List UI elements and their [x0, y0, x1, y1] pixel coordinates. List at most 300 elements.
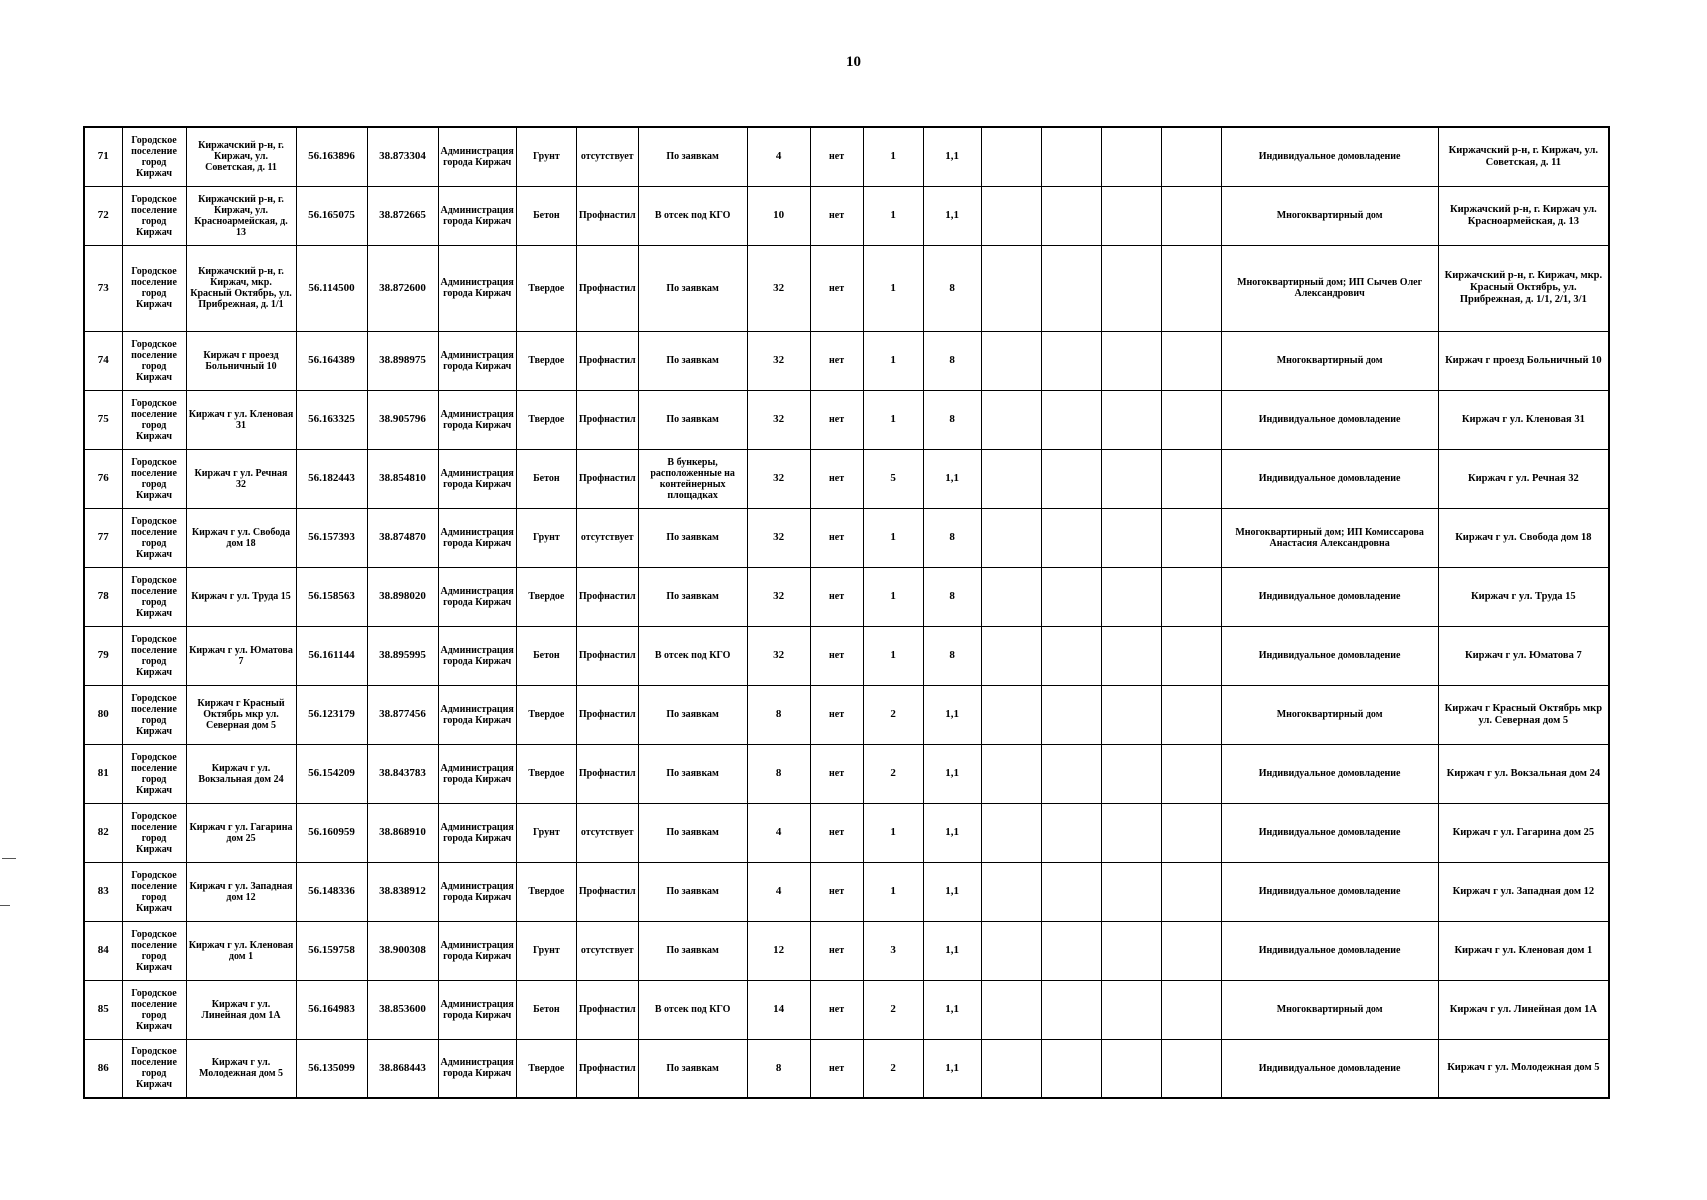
longitude-cell: 38.868910: [367, 803, 438, 862]
shed-cell: нет: [810, 626, 863, 685]
container-count-cell: 5: [863, 449, 923, 508]
table-row: [84, 186, 1609, 245]
storage-method-cell: В отсек под КГО: [638, 186, 747, 245]
row-number: 85: [84, 980, 122, 1039]
area-cell: 14: [747, 980, 810, 1039]
longitude-cell: 38.843783: [367, 744, 438, 803]
empty-cell: [1041, 186, 1101, 245]
location-cell: Киржач г ул. Кленовая 31: [186, 390, 296, 449]
row-number: 78: [84, 567, 122, 626]
waste-source-cell: Многоквартирный дом: [1221, 186, 1438, 245]
settlement-cell: Городское поселение город Киржач: [122, 127, 186, 186]
empty-cell: [1101, 1039, 1161, 1098]
empty-cell: [981, 980, 1041, 1039]
location-cell: Киржач г ул. Кленовая дом 1: [186, 921, 296, 980]
storage-method-cell: По заявкам: [638, 685, 747, 744]
longitude-cell: 38.868443: [367, 1039, 438, 1098]
container-volume-cell: 1,1: [923, 744, 981, 803]
fence-cell: Профнастил: [576, 685, 638, 744]
storage-method-cell: По заявкам: [638, 744, 747, 803]
empty-cell: [1161, 449, 1221, 508]
empty-cell: [1161, 186, 1221, 245]
location-cell: Киржач г Красный Октябрь мкр ул. Северная дом 5: [186, 685, 296, 744]
empty-cell: [981, 331, 1041, 390]
empty-cell: [1041, 331, 1101, 390]
fence-cell: отсутствует: [576, 921, 638, 980]
served-address-cell: Киржачский р-н, г. Киржач ул. Красноармейская, д. 13: [1438, 186, 1609, 245]
location-cell: Киржач г проезд Больничный 10: [186, 331, 296, 390]
latitude-cell: 56.148336: [296, 862, 367, 921]
settlement-cell: Городское поселение город Киржач: [122, 921, 186, 980]
settlement-cell: Городское поселение город Киржач: [122, 685, 186, 744]
empty-cell: [1041, 744, 1101, 803]
container-sites-table: [83, 126, 1610, 1099]
row-number: 74: [84, 331, 122, 390]
table-row: [84, 980, 1609, 1039]
surface-cell: Твердое: [516, 1039, 576, 1098]
shed-cell: нет: [810, 803, 863, 862]
settlement-cell: Городское поселение город Киржач: [122, 626, 186, 685]
empty-cell: [1101, 390, 1161, 449]
empty-cell: [1161, 1039, 1221, 1098]
latitude-cell: 56.182443: [296, 449, 367, 508]
row-number: 81: [84, 744, 122, 803]
longitude-cell: 38.872665: [367, 186, 438, 245]
settlement-cell: Городское поселение город Киржач: [122, 186, 186, 245]
fence-cell: отсутствует: [576, 127, 638, 186]
area-cell: 12: [747, 921, 810, 980]
longitude-cell: 38.900308: [367, 921, 438, 980]
fence-cell: Профнастил: [576, 245, 638, 331]
container-volume-cell: 1,1: [923, 1039, 981, 1098]
empty-cell: [1161, 803, 1221, 862]
empty-cell: [1101, 803, 1161, 862]
container-count-cell: 1: [863, 331, 923, 390]
settlement-cell: Городское поселение город Киржач: [122, 331, 186, 390]
storage-method-cell: По заявкам: [638, 1039, 747, 1098]
area-cell: 8: [747, 744, 810, 803]
waste-source-cell: Индивидуальное домовладение: [1221, 626, 1438, 685]
owner-cell: Администрация города Киржач: [438, 626, 516, 685]
latitude-cell: 56.161144: [296, 626, 367, 685]
area-cell: 4: [747, 127, 810, 186]
waste-source-cell: Индивидуальное домовладение: [1221, 449, 1438, 508]
container-count-cell: 1: [863, 390, 923, 449]
fence-cell: Профнастил: [576, 567, 638, 626]
owner-cell: Администрация города Киржач: [438, 744, 516, 803]
empty-cell: [1101, 626, 1161, 685]
container-volume-cell: 1,1: [923, 803, 981, 862]
fence-cell: Профнастил: [576, 449, 638, 508]
owner-cell: Администрация города Киржач: [438, 980, 516, 1039]
location-cell: Киржач г ул. Свобода дом 18: [186, 508, 296, 567]
table-row: [84, 685, 1609, 744]
container-volume-cell: 1,1: [923, 921, 981, 980]
shed-cell: нет: [810, 508, 863, 567]
owner-cell: Администрация города Киржач: [438, 685, 516, 744]
container-volume-cell: 1,1: [923, 862, 981, 921]
waste-source-cell: Многоквартирный дом: [1221, 685, 1438, 744]
empty-cell: [981, 186, 1041, 245]
storage-method-cell: По заявкам: [638, 508, 747, 567]
empty-cell: [981, 127, 1041, 186]
empty-cell: [1041, 803, 1101, 862]
surface-cell: Грунт: [516, 508, 576, 567]
empty-cell: [981, 921, 1041, 980]
shed-cell: нет: [810, 744, 863, 803]
location-cell: Киржач г ул. Западная дом 12: [186, 862, 296, 921]
owner-cell: Администрация города Киржач: [438, 567, 516, 626]
empty-cell: [1101, 245, 1161, 331]
scan-artifact: [2, 858, 16, 859]
served-address-cell: Киржач г ул. Свобода дом 18: [1438, 508, 1609, 567]
fence-cell: Профнастил: [576, 1039, 638, 1098]
empty-cell: [1161, 685, 1221, 744]
owner-cell: Администрация города Киржач: [438, 803, 516, 862]
latitude-cell: 56.159758: [296, 921, 367, 980]
storage-method-cell: В отсек под КГО: [638, 980, 747, 1039]
shed-cell: нет: [810, 390, 863, 449]
storage-method-cell: По заявкам: [638, 127, 747, 186]
container-count-cell: 1: [863, 803, 923, 862]
row-number: 80: [84, 685, 122, 744]
empty-cell: [981, 390, 1041, 449]
shed-cell: нет: [810, 567, 863, 626]
empty-cell: [1161, 626, 1221, 685]
area-cell: 32: [747, 245, 810, 331]
empty-cell: [1041, 567, 1101, 626]
empty-cell: [1161, 331, 1221, 390]
storage-method-cell: По заявкам: [638, 390, 747, 449]
table-row: [84, 1039, 1609, 1098]
area-cell: 32: [747, 508, 810, 567]
surface-cell: Твердое: [516, 331, 576, 390]
container-count-cell: 2: [863, 744, 923, 803]
settlement-cell: Городское поселение город Киржач: [122, 567, 186, 626]
served-address-cell: Киржач г проезд Больничный 10: [1438, 331, 1609, 390]
served-address-cell: Киржач г ул. Кленовая 31: [1438, 390, 1609, 449]
area-cell: 32: [747, 390, 810, 449]
shed-cell: нет: [810, 685, 863, 744]
empty-cell: [1041, 245, 1101, 331]
surface-cell: Грунт: [516, 921, 576, 980]
settlement-cell: Городское поселение город Киржач: [122, 862, 186, 921]
table-row: [84, 127, 1609, 186]
empty-cell: [981, 508, 1041, 567]
surface-cell: Твердое: [516, 245, 576, 331]
empty-cell: [981, 803, 1041, 862]
latitude-cell: 56.158563: [296, 567, 367, 626]
area-cell: 10: [747, 186, 810, 245]
container-count-cell: 1: [863, 567, 923, 626]
table-row: [84, 245, 1609, 331]
empty-cell: [981, 567, 1041, 626]
empty-cell: [1041, 626, 1101, 685]
fence-cell: Профнастил: [576, 744, 638, 803]
empty-cell: [1041, 921, 1101, 980]
longitude-cell: 38.898975: [367, 331, 438, 390]
owner-cell: Администрация города Киржач: [438, 127, 516, 186]
row-number: 76: [84, 449, 122, 508]
served-address-cell: Киржач г ул. Молодежная дом 5: [1438, 1039, 1609, 1098]
surface-cell: Бетон: [516, 626, 576, 685]
waste-source-cell: Индивидуальное домовладение: [1221, 390, 1438, 449]
row-number: 79: [84, 626, 122, 685]
container-count-cell: 1: [863, 862, 923, 921]
fence-cell: Профнастил: [576, 186, 638, 245]
waste-source-cell: Индивидуальное домовладение: [1221, 862, 1438, 921]
shed-cell: нет: [810, 980, 863, 1039]
scan-artifact: [0, 905, 10, 906]
row-number: 82: [84, 803, 122, 862]
storage-method-cell: По заявкам: [638, 862, 747, 921]
served-address-cell: Киржач г ул. Вокзальная дом 24: [1438, 744, 1609, 803]
row-number: 73: [84, 245, 122, 331]
container-volume-cell: 8: [923, 390, 981, 449]
empty-cell: [1101, 567, 1161, 626]
served-address-cell: Киржач г ул. Юматова 7: [1438, 626, 1609, 685]
empty-cell: [1101, 921, 1161, 980]
empty-cell: [1101, 331, 1161, 390]
longitude-cell: 38.872600: [367, 245, 438, 331]
empty-cell: [981, 685, 1041, 744]
empty-cell: [1161, 567, 1221, 626]
empty-cell: [1161, 508, 1221, 567]
served-address-cell: Киржач г ул. Гагарина дом 25: [1438, 803, 1609, 862]
location-cell: Киржачский р-н, г. Киржач, ул. Советская, д. 11: [186, 127, 296, 186]
empty-cell: [1101, 980, 1161, 1039]
row-number: 84: [84, 921, 122, 980]
longitude-cell: 38.854810: [367, 449, 438, 508]
table-row: [84, 626, 1609, 685]
owner-cell: Администрация города Киржач: [438, 921, 516, 980]
empty-cell: [1101, 449, 1161, 508]
served-address-cell: Киржач г ул. Кленовая дом 1: [1438, 921, 1609, 980]
shed-cell: нет: [810, 245, 863, 331]
settlement-cell: Городское поселение город Киржач: [122, 744, 186, 803]
served-address-cell: Киржач г Красный Октябрь мкр ул. Северная дом 5: [1438, 685, 1609, 744]
empty-cell: [1101, 508, 1161, 567]
location-cell: Киржач г ул. Гагарина дом 25: [186, 803, 296, 862]
container-count-cell: 2: [863, 685, 923, 744]
container-count-cell: 2: [863, 1039, 923, 1098]
table-row: [84, 331, 1609, 390]
location-cell: Киржачский р-н, г. Киржач, ул. Красноармейская, д. 13: [186, 186, 296, 245]
table-row: [84, 449, 1609, 508]
empty-cell: [1161, 921, 1221, 980]
empty-cell: [1161, 862, 1221, 921]
owner-cell: Администрация города Киржач: [438, 390, 516, 449]
owner-cell: Администрация города Киржач: [438, 186, 516, 245]
location-cell: Киржач г ул. Юматова 7: [186, 626, 296, 685]
container-volume-cell: 8: [923, 567, 981, 626]
waste-source-cell: Многоквартирный дом: [1221, 980, 1438, 1039]
container-volume-cell: 8: [923, 245, 981, 331]
table-row: [84, 862, 1609, 921]
container-volume-cell: 8: [923, 508, 981, 567]
longitude-cell: 38.838912: [367, 862, 438, 921]
empty-cell: [1041, 862, 1101, 921]
empty-cell: [981, 744, 1041, 803]
storage-method-cell: По заявкам: [638, 331, 747, 390]
latitude-cell: 56.157393: [296, 508, 367, 567]
surface-cell: Твердое: [516, 862, 576, 921]
settlement-cell: Городское поселение город Киржач: [122, 508, 186, 567]
fence-cell: Профнастил: [576, 331, 638, 390]
surface-cell: Грунт: [516, 803, 576, 862]
empty-cell: [1101, 744, 1161, 803]
latitude-cell: 56.114500: [296, 245, 367, 331]
empty-cell: [1041, 127, 1101, 186]
empty-cell: [1101, 862, 1161, 921]
table-row: [84, 803, 1609, 862]
served-address-cell: Киржачский р-н, г. Киржач, ул. Советская, д. 11: [1438, 127, 1609, 186]
container-count-cell: 1: [863, 127, 923, 186]
latitude-cell: 56.123179: [296, 685, 367, 744]
fence-cell: отсутствует: [576, 803, 638, 862]
container-volume-cell: 1,1: [923, 449, 981, 508]
owner-cell: Администрация города Киржач: [438, 862, 516, 921]
area-cell: 32: [747, 567, 810, 626]
waste-source-cell: Индивидуальное домовладение: [1221, 744, 1438, 803]
settlement-cell: Городское поселение город Киржач: [122, 980, 186, 1039]
table-row: [84, 390, 1609, 449]
page-number: 10: [846, 54, 861, 70]
longitude-cell: 38.898020: [367, 567, 438, 626]
shed-cell: нет: [810, 186, 863, 245]
location-cell: Киржачский р-н, г. Киржач, мкр. Красный Октябрь, ул. Прибрежная, д. 1/1: [186, 245, 296, 331]
table-row: [84, 508, 1609, 567]
container-volume-cell: 1,1: [923, 980, 981, 1039]
owner-cell: Администрация города Киржач: [438, 1039, 516, 1098]
empty-cell: [1161, 127, 1221, 186]
empty-cell: [981, 1039, 1041, 1098]
surface-cell: Твердое: [516, 744, 576, 803]
waste-source-cell: Индивидуальное домовладение: [1221, 803, 1438, 862]
area-cell: 4: [747, 803, 810, 862]
table-row: [84, 921, 1609, 980]
served-address-cell: Киржач г ул. Западная дом 12: [1438, 862, 1609, 921]
location-cell: Киржач г ул. Труда 15: [186, 567, 296, 626]
longitude-cell: 38.853600: [367, 980, 438, 1039]
shed-cell: нет: [810, 127, 863, 186]
area-cell: 8: [747, 685, 810, 744]
waste-source-cell: Многоквартирный дом; ИП Комиссарова Анастасия Александровна: [1221, 508, 1438, 567]
area-cell: 32: [747, 331, 810, 390]
table-row: [84, 744, 1609, 803]
fence-cell: Профнастил: [576, 390, 638, 449]
served-address-cell: Киржачский р-н, г. Киржач, мкр. Красный Октябрь, ул. Прибрежная, д. 1/1, 2/1, 3/1: [1438, 245, 1609, 331]
latitude-cell: 56.135099: [296, 1039, 367, 1098]
table-row: [84, 567, 1609, 626]
row-number: 83: [84, 862, 122, 921]
empty-cell: [981, 245, 1041, 331]
surface-cell: Твердое: [516, 567, 576, 626]
empty-cell: [1161, 390, 1221, 449]
container-count-cell: 1: [863, 626, 923, 685]
storage-method-cell: По заявкам: [638, 245, 747, 331]
settlement-cell: Городское поселение город Киржач: [122, 449, 186, 508]
waste-source-cell: Многоквартирный дом: [1221, 331, 1438, 390]
location-cell: Киржач г ул. Речная 32: [186, 449, 296, 508]
area-cell: 4: [747, 862, 810, 921]
location-cell: Киржач г ул. Линейная дом 1А: [186, 980, 296, 1039]
empty-cell: [1041, 685, 1101, 744]
latitude-cell: 56.164983: [296, 980, 367, 1039]
settlement-cell: Городское поселение город Киржач: [122, 390, 186, 449]
empty-cell: [1101, 186, 1161, 245]
area-cell: 32: [747, 626, 810, 685]
settlement-cell: Городское поселение город Киржач: [122, 803, 186, 862]
fence-cell: Профнастил: [576, 626, 638, 685]
served-address-cell: Киржач г ул. Речная 32: [1438, 449, 1609, 508]
shed-cell: нет: [810, 921, 863, 980]
waste-source-cell: Индивидуальное домовладение: [1221, 127, 1438, 186]
shed-cell: нет: [810, 1039, 863, 1098]
served-address-cell: Киржач г ул. Линейная дом 1А: [1438, 980, 1609, 1039]
latitude-cell: 56.165075: [296, 186, 367, 245]
container-count-cell: 1: [863, 508, 923, 567]
surface-cell: Бетон: [516, 186, 576, 245]
settlement-cell: Городское поселение город Киржач: [122, 245, 186, 331]
empty-cell: [1101, 685, 1161, 744]
area-cell: 32: [747, 449, 810, 508]
longitude-cell: 38.874870: [367, 508, 438, 567]
container-volume-cell: 1,1: [923, 127, 981, 186]
empty-cell: [1041, 508, 1101, 567]
empty-cell: [981, 626, 1041, 685]
container-count-cell: 1: [863, 245, 923, 331]
shed-cell: нет: [810, 331, 863, 390]
row-number: 71: [84, 127, 122, 186]
empty-cell: [981, 449, 1041, 508]
waste-source-cell: Индивидуальное домовладение: [1221, 567, 1438, 626]
waste-source-cell: Индивидуальное домовладение: [1221, 1039, 1438, 1098]
empty-cell: [1101, 127, 1161, 186]
waste-source-cell: Индивидуальное домовладение: [1221, 921, 1438, 980]
empty-cell: [981, 862, 1041, 921]
storage-method-cell: В отсек под КГО: [638, 626, 747, 685]
surface-cell: Твердое: [516, 390, 576, 449]
empty-cell: [1161, 744, 1221, 803]
container-count-cell: 1: [863, 186, 923, 245]
empty-cell: [1041, 1039, 1101, 1098]
owner-cell: Администрация города Киржач: [438, 331, 516, 390]
container-volume-cell: 8: [923, 626, 981, 685]
location-cell: Киржач г ул. Вокзальная дом 24: [186, 744, 296, 803]
location-cell: Киржач г ул. Молодежная дом 5: [186, 1039, 296, 1098]
storage-method-cell: В бункеры, расположенные на контейнерных площадках: [638, 449, 747, 508]
surface-cell: Твердое: [516, 685, 576, 744]
shed-cell: нет: [810, 449, 863, 508]
area-cell: 8: [747, 1039, 810, 1098]
empty-cell: [1041, 390, 1101, 449]
longitude-cell: 38.895995: [367, 626, 438, 685]
latitude-cell: 56.163896: [296, 127, 367, 186]
settlement-cell: Городское поселение город Киржач: [122, 1039, 186, 1098]
surface-cell: Бетон: [516, 980, 576, 1039]
owner-cell: Администрация города Киржач: [438, 449, 516, 508]
surface-cell: Грунт: [516, 127, 576, 186]
longitude-cell: 38.905796: [367, 390, 438, 449]
latitude-cell: 56.163325: [296, 390, 367, 449]
fence-cell: Профнастил: [576, 862, 638, 921]
empty-cell: [1041, 980, 1101, 1039]
fence-cell: Профнастил: [576, 980, 638, 1039]
owner-cell: Администрация города Киржач: [438, 508, 516, 567]
row-number: 72: [84, 186, 122, 245]
container-volume-cell: 1,1: [923, 685, 981, 744]
